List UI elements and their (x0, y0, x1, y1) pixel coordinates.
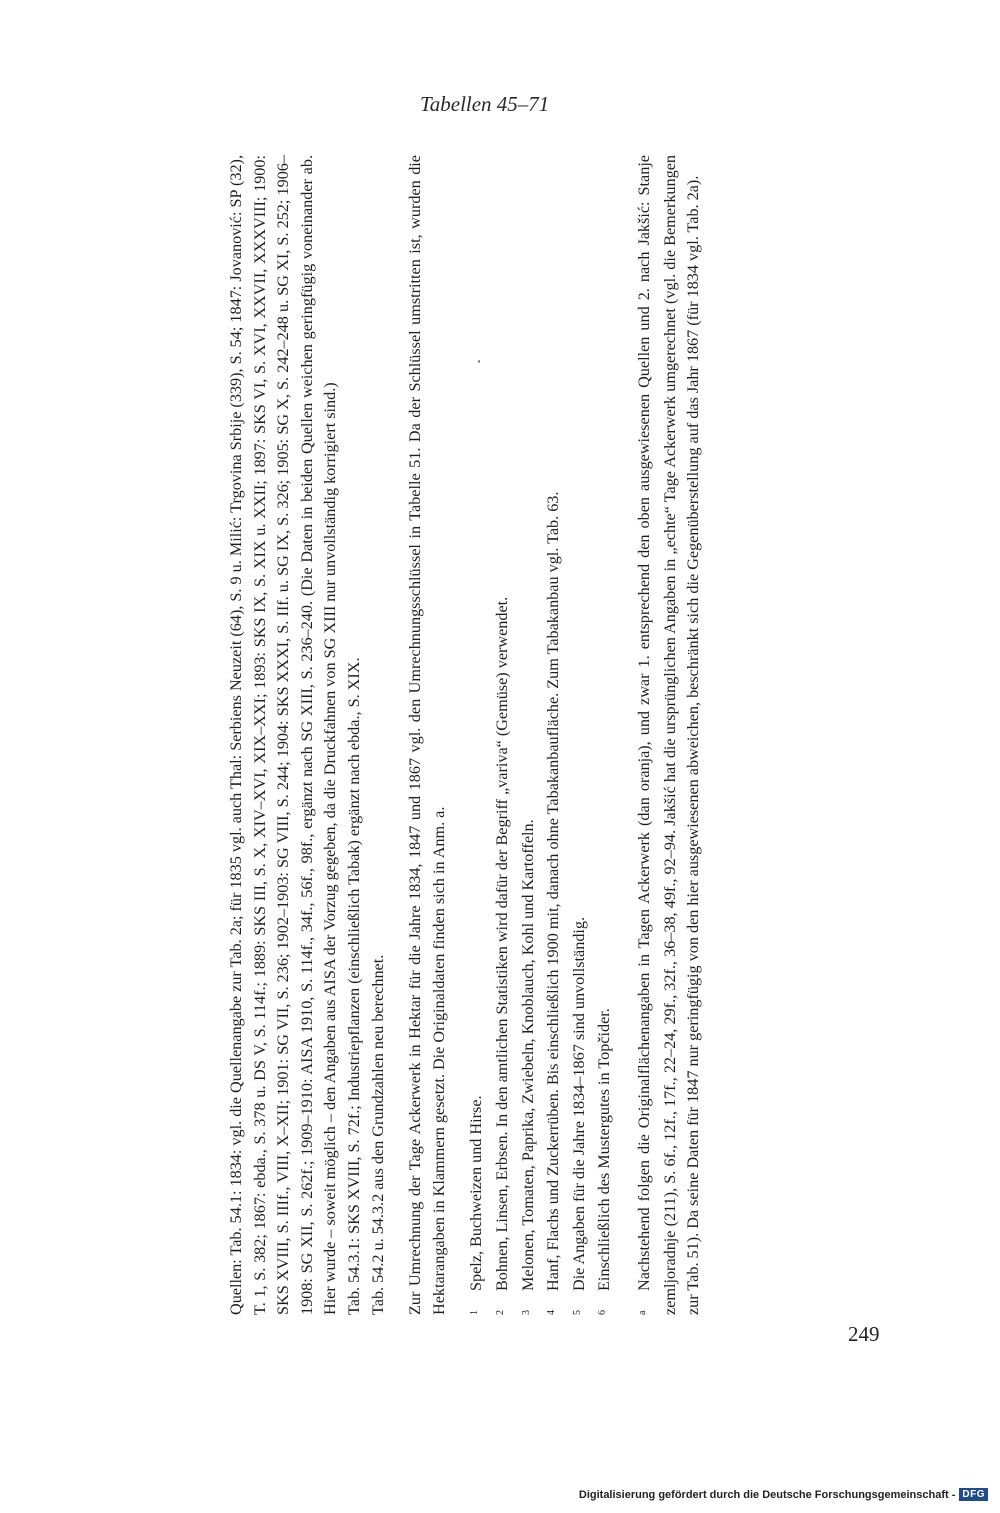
footnote-mark: 2 (494, 1310, 506, 1315)
footnote-item (593, 155, 619, 1315)
sources-paragraph: Quellen: Tab. 54.1: 1834: vgl. die Quellenangabe zur Tab. 2a; für 1835 vgl. auch Thal: Serbiens Neuzeit (64), S. 9 u. Milić: Trgovina Srbije (339), S. 54; 1847: Jovanović: SP (32), T. 1, S. 382; 1867: ebda., S. 378 u. DS V, S. 114f.; 1889: SKS III, S. X, XIV–XVI, XIX–XXI; 1893: SKS IX, S. XIX u. XXII; 1897: SKS VI, S. XVI, XXVII, XXXVIII; 1900: SKS XVIII, S. IIIf., VIII, X–XII; 1901: SG VII, S. 236; 1902–1903: SG VIII, S. 244; 1904: SKS XXXI, S. IIf. u. SG IX, S. 326; 1905: SG X, S. 242–248 u. SG XI, S. 252; 1906–1908: SG XII, S. 262f.; 1909–1910: AISA 1910, S. 114f., 34f., 56f., 98f., ergänzt nach SG XIII, S. 236–240. (Die Daten in beiden Quellen weichen geringfügig voneinander ab. Hier wurde – soweit möglich – den Angaben aus AISA der Vorzug gegeben, da die Druckfahnen von SG XIII nur unvollständig korrigiert sind.) (227, 155, 340, 1315)
footnote-text: Einschließlich des Mustergutes in Topčider. (595, 1008, 614, 1291)
conversion-paragraph: Zur Umrechnung der Tage Ackerwerk in Hektar für die Jahre 1834, 1847 und 1867 vgl. den Umrechnungsschlüssel in Tabelle 51. Da der Schlüssel umstritten ist, wurden die Hektarangaben in Klammern gesetzt. Die Originaldaten finden sich in Anm. a. (406, 155, 448, 1315)
footnote-mark: 5 (571, 1310, 583, 1315)
footnote-mark: 3 (520, 1310, 532, 1315)
footnote-text: Bohnen, Linsen, Erbsen. In den amtlichen Statistiken wird dafür der Begriff „variva“ (Gemüse) verwendet. (492, 596, 511, 1291)
footnote-item (568, 155, 594, 1315)
dfg-logo: DFG (959, 1488, 988, 1501)
footnote-mark: 4 (546, 1310, 558, 1315)
footer-text: Digitalisierung gefördert durch die Deutsche Forschungsgemeinschaft - (578, 1488, 956, 1501)
footnote-item (465, 155, 491, 1315)
footnote-item (517, 155, 543, 1315)
tab-54-3-1-paragraph: Tab. 54.3.1: SKS XVIII, S. 72f.; Industriepflanzen (einschließlich Tabak) ergänzt nach ebda., S. XIX. (344, 657, 363, 1315)
footnote-text: Melonen, Tomaten, Paprika, Zwiebeln, Knoblauch, Kohl und Kartoffeln. (518, 819, 537, 1291)
running-header (420, 92, 620, 117)
footnote-mark: 6 (597, 1310, 609, 1315)
rotated-body (225, 155, 706, 1315)
note-a-text: Nachstehend folgen die Originalflächenangaben in Tagen Ackerwerk (dan oranja), und zwar 1. entsprechend den oben ausgewiesenen Quellen und 2. nach Jakšić: Stanje zemljoradnje (211), S. 6f., 12f., 17f., 22–24, 29f., 32f., 36–38, 49f., 92–94. Jakšić hat die ursprünglichen Angaben in „echte“ Tage Ackerwerk umgerechnet (vgl. die Bemerkungen zur Tab. 51). Da seine Daten für 1847 nur geringfügig von den hier ausgewiesenen abweichen, beschränkt sich die Gegenüberstellung auf das Jahr 1867 (für 1834 vgl. Tab. 2a). (634, 155, 703, 1315)
tab-54-2-paragraph: Tab. 54.2 u. 54.3.2 aus den Grundzahlen neu berechnet. (368, 954, 387, 1315)
footnote-mark: 1 (469, 1310, 481, 1315)
page-number: 249 (848, 1322, 880, 1346)
note-a-mark: a (636, 1310, 648, 1315)
footnote-list (465, 155, 619, 1315)
note-a (633, 155, 706, 1315)
footnote-item (491, 155, 517, 1315)
running-header-title: Tabellen 45–71 (420, 92, 550, 116)
footnote-text: Spelz, Buchweizen und Hirse. (467, 1095, 486, 1291)
digitization-footer (579, 1488, 988, 1501)
footnote-text: Hanf, Flachs und Zuckerrüben. Bis einschließlich 1900 mit, danach ohne Tabakanbaufläche. Zum Tabakanbau vgl. Tab. 63. (544, 491, 563, 1291)
footnote-item (542, 155, 568, 1315)
footnote-text: Die Angaben für die Jahre 1834–1867 sind unvollständig. (569, 916, 588, 1291)
rotated-body-wrapper (225, 150, 755, 1320)
